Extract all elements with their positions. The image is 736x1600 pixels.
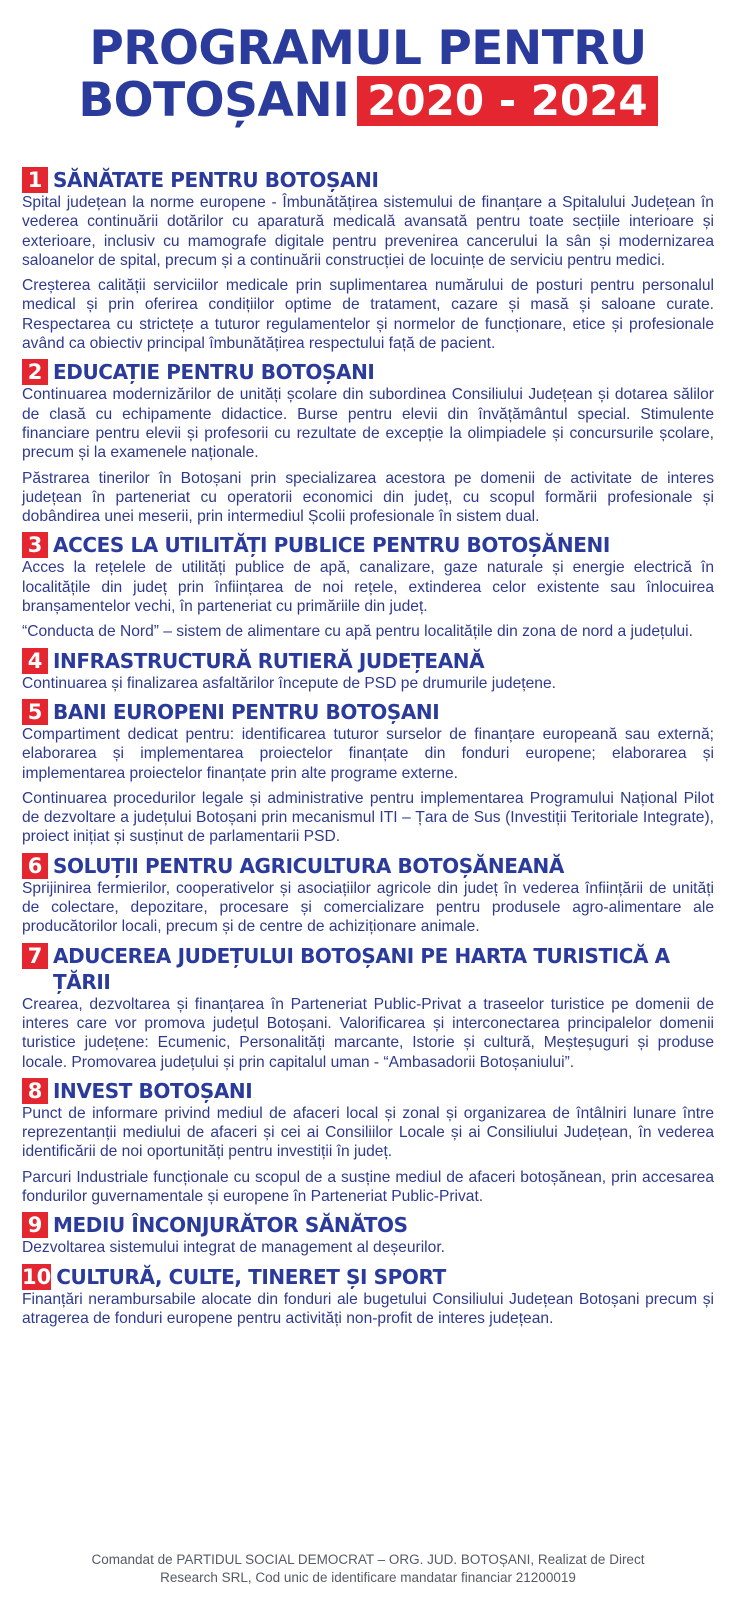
section-title: CULTURĂ, CULTE, TINERET ȘI SPORT xyxy=(56,1264,446,1289)
section-6 xyxy=(22,853,714,937)
section-4 xyxy=(22,648,714,693)
section-paragraph: Acces la rețelele de utilități publice de apă, canalizare, gaze naturale și energie electrică în localitățile din județ prin înființarea de noi rețele, extinderea celor existente sau înlocuirea branșamentelor vechi, în parteneriat cu primăriile din județ. xyxy=(22,559,714,616)
section-2 xyxy=(22,359,714,526)
section-paragraph: Păstrarea tinerilor în Botoșani prin specializarea acestora pe domenii de activitate de interes județean în parteneriat cu operatorii economici din județ, cu scopul formării profesionale și dobândirea unei meserii, prin intermediul Școlii profesionale în sistem dual. xyxy=(22,469,714,526)
section-header xyxy=(22,1212,714,1238)
section-title: BANI EUROPENI PENTRU BOTOȘANI xyxy=(53,699,440,724)
section-9 xyxy=(22,1212,714,1257)
section-3 xyxy=(22,532,714,641)
section-7 xyxy=(22,943,714,1072)
section-paragraph: Dezvoltarea sistemului integrat de management al deșeurilor. xyxy=(22,1239,445,1257)
section-header xyxy=(22,1264,714,1290)
section-number-badge: 4 xyxy=(22,648,48,674)
section-title: INFRASTRUCTURĂ RUTIERĂ JUDEȚEANĂ xyxy=(53,648,485,673)
section-title: EDUCAȚIE PENTRU BOTOȘANI xyxy=(53,360,375,385)
section-paragraph: Sprijinirea fermierilor, cooperativelor și asociațiilor agricole din județ în vederea înființării de unități de colectare, depozitare, procesare și comercializare pentru produsele agro-alimentare ale producătorilor locali, precum și de centre de achiziționare animale. xyxy=(22,879,714,936)
section-5 xyxy=(22,699,714,847)
section-paragraph: Punct de informare privind mediul de afaceri local și zonal și organizarea de întâlniri lunare între reprezentanții mediului de afaceri și cei ai Consiliilor Locale și ai Consiliului Județean, în vederea identificării de noi oportunități pentru investiții în județ. xyxy=(22,1104,714,1161)
section-header xyxy=(22,943,714,995)
section-title: MEDIU ÎNCONJURĂTOR SĂNĂTOS xyxy=(53,1213,408,1238)
title-line-2-row xyxy=(0,74,736,128)
years-badge: 2020 - 2024 xyxy=(357,76,657,126)
section-number-badge: 5 xyxy=(22,699,48,725)
footer-line-1: Comandat de PARTIDUL SOCIAL DEMOCRAT – ORG. JUD. BOTOȘANI, Realizat de Direct xyxy=(91,1552,645,1567)
section-number-badge: 10 xyxy=(22,1264,52,1289)
section-header xyxy=(22,648,714,674)
section-paragraph: Parcuri Industriale funcționale cu scopul de a susține mediul de afaceri botoșănean, prin accesarea fondurilor guvernamentale și europene în Parteneriat Public-Privat. xyxy=(22,1168,714,1205)
section-title: SĂNĂTATE PENTRU BOTOȘANI xyxy=(53,168,379,192)
section-paragraph: Creșterea calității serviciilor medicale prin suplimentarea numărului de posturi pentru personalul medical și prin oferirea condițiilor optime de tratament, cazare și masă și saloane curate. Respectarea cu strictețe a tuturor regulamentelor și normelor de funcționare, etice și profesionale având ca obiectiv principal îmbunătățirea respectului față de pacient. xyxy=(22,277,714,353)
section-paragraph: Finanțări nerambursabile alocate din fonduri ale bugetului Consiliului Județean Botoșani precum și atragerea de fonduri europene pentru activități non-profit de interes județean. xyxy=(22,1290,714,1327)
section-number-badge: 7 xyxy=(22,943,48,969)
header xyxy=(0,22,736,128)
section-paragraph: Continuarea procedurilor legale și administrative pentru implementarea Programului Național Pilot de dezvoltare a județului Botoșani prin mecanismul ITI – Țara de Sus (Investiții Teritoriale Integrate), proiect inițiat și susținut de parlamentarii PSD. xyxy=(22,789,714,846)
program-content xyxy=(22,167,714,1334)
section-number-badge: 6 xyxy=(22,853,48,879)
section-header xyxy=(22,532,714,558)
section-paragraph: “Conducta de Nord” – sistem de alimentare cu apă pentru localitățile din zona de nord a județului. xyxy=(22,623,693,641)
section-paragraph: Continuarea și finalizarea asfaltărilor începute de PSD pe drumurile județene. xyxy=(22,674,556,692)
section-10 xyxy=(22,1264,714,1329)
section-header xyxy=(22,853,714,879)
section-number-badge: 9 xyxy=(22,1212,48,1238)
section-paragraph: Compartiment dedicat pentru: identificarea tuturor surselor de finanțare europeană sau externă; elaborarea și implementarea proiectelor finanțate din fonduri europene; elaborarea și implementarea proiectelor finanțate prin alte programe externe. xyxy=(22,725,714,782)
section-number-badge: 8 xyxy=(22,1078,48,1104)
section-paragraph: Crearea, dezvoltarea și finanțarea în Parteneriat Public-Privat a traseelor turistice pe domenii de interes care vor promova județul Botoșani. Valorificarea și interconectarea principalelor domenii turistice județene: Ecumenic, Personalități marcante, Istorie și cultură, Meșteșuguri și produse locale. Promovarea județului și prin capitalul uman - “Ambasadorii Botoșaniului”. xyxy=(22,995,714,1071)
section-1 xyxy=(22,167,714,353)
section-number-badge: 1 xyxy=(22,167,48,193)
footer-disclaimer xyxy=(0,1551,736,1587)
section-header xyxy=(22,1078,714,1104)
section-paragraph: Spital județean la norme europene - Îmbunătățirea sistemului de finanțare a Spitalului Județean în vederea continuării dotărilor cu aparatură medicală avansată pentru toate secțiile interioare și exterioare, inclusiv cu mamografe digitale pentru prevenirea cancerului la sân și modernizarea saloanelor de spital, precum și a continuării construcției de locuințe de serviciu pentru medici. xyxy=(22,194,714,269)
footer-line-2: Research SRL, Cod unic de identificare mandatar financiar 21200019 xyxy=(160,1570,576,1585)
section-number-badge: 3 xyxy=(22,532,48,558)
section-title: ACCES LA UTILITĂȚI PUBLICE PENTRU BOTOȘĂNENI xyxy=(53,533,610,558)
section-header xyxy=(22,699,714,725)
section-8 xyxy=(22,1078,714,1206)
section-title: ADUCEREA JUDEȚULUI BOTOȘANI PE HARTA TURISTICĂ A ȚĂRII xyxy=(53,943,670,994)
title-line-1: PROGRAMUL PENTRU xyxy=(89,21,647,76)
section-title: INVEST BOTOȘANI xyxy=(53,1078,253,1103)
title-line-2: BOTOȘANI xyxy=(78,73,350,128)
section-paragraph: Continuarea modernizărilor de unități școlare din subordinea Consiliului Județean și dotarea sălilor de clasă cu echipamente didactice. Burse pentru elevii din învățământul special. Stimulente financiare pentru elevii și profesorii cu rezultate de excepție la olimpiadele și concursurile școlare, precum și la examenele naționale. xyxy=(22,386,714,462)
section-number-badge: 2 xyxy=(22,359,48,385)
section-header xyxy=(22,359,714,385)
section-header xyxy=(22,167,714,193)
section-title: SOLUȚII PENTRU AGRICULTURA BOTOȘĂNEANĂ xyxy=(53,853,564,878)
